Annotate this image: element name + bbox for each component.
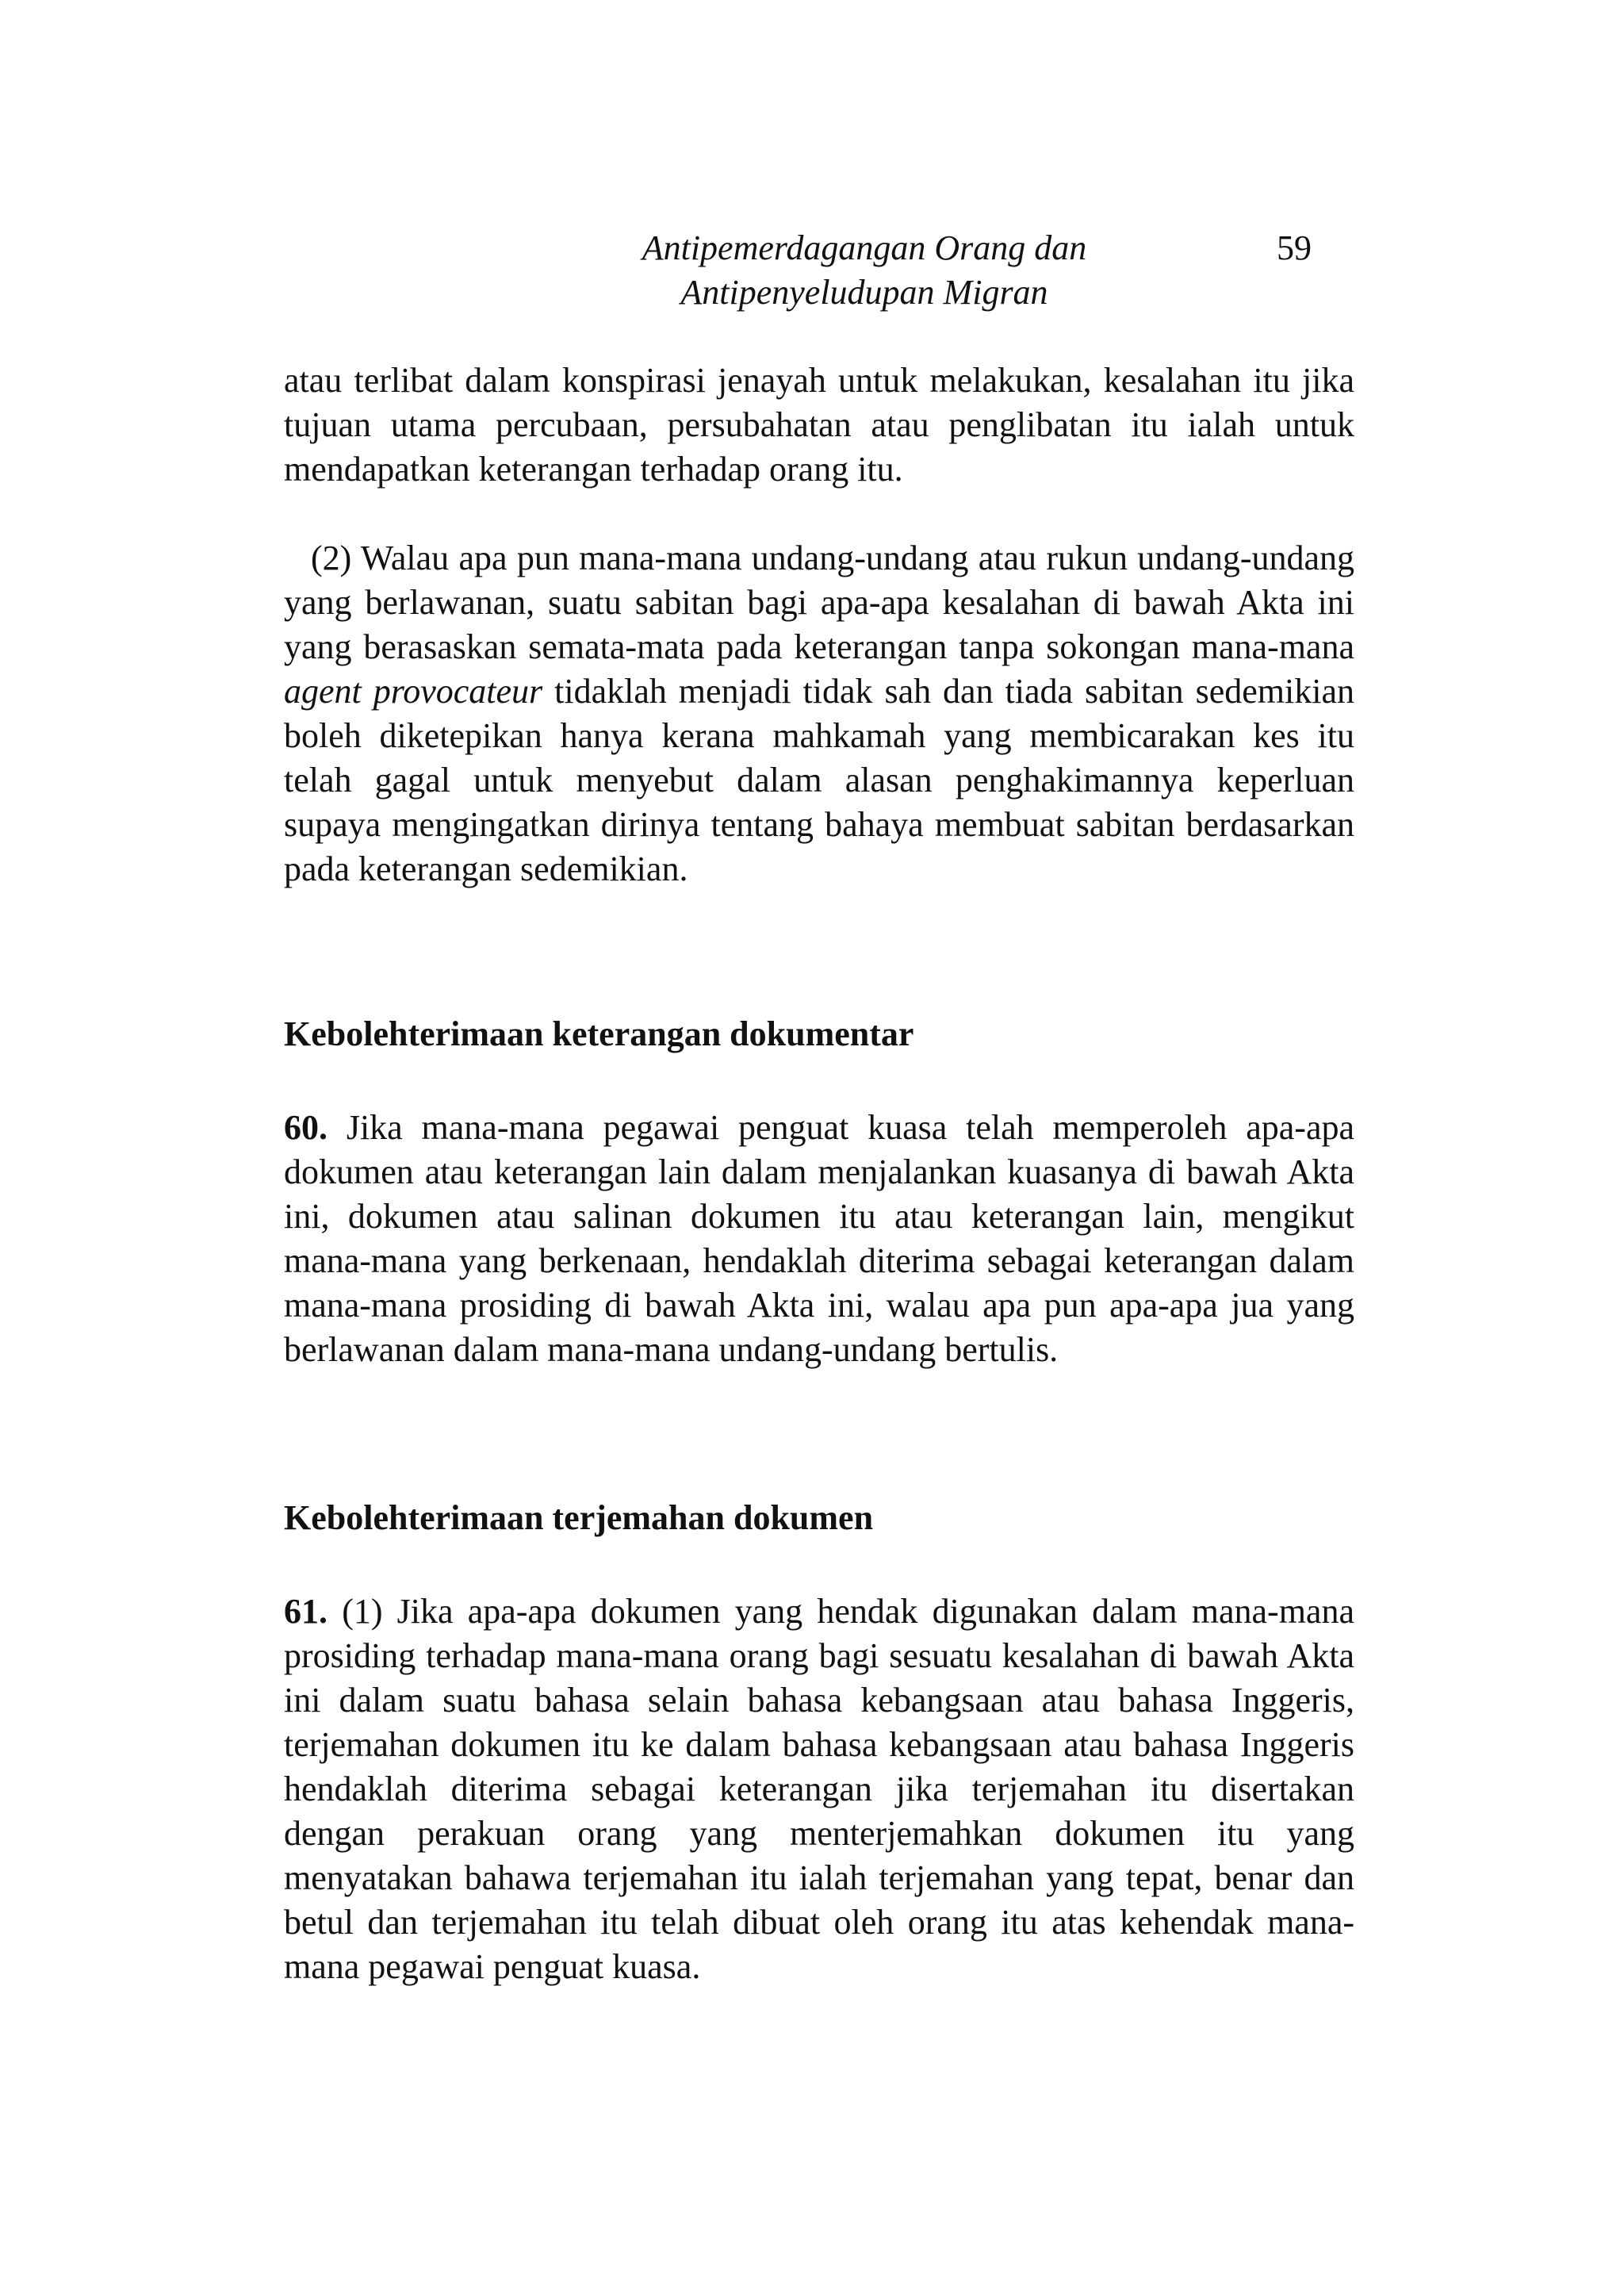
subsection-2-text-end: tidaklah menjadi tidak sah dan tiada sabitan sedemikian boleh diketepikan hanya kerana mahkamah yang membicarakan kes itu telah gagal untuk menyebut dalam alasan penghakimannya keperluan supaya mengingatkan dirinya tentang bahaya membuat sabitan berdasarkan pada keterangan sedemikian. <box>284 672 1354 888</box>
continuation-text: atau terlibat dalam konspirasi jenayah untuk melakukan, kesalahan itu jika tujuan utama percubaan, persubahatan atau penglibatan itu ialah untuk mendapatkan keterangan terhadap orang itu. <box>284 361 1354 489</box>
section-61-text <box>284 1589 1354 1989</box>
section-61-heading: Kebolehterimaan terjemahan dokumen <box>284 1498 874 1537</box>
subsection-2-paragraph <box>284 536 1354 892</box>
subsection-2-text <box>284 536 1354 892</box>
section-61-number: 61. <box>284 1592 327 1631</box>
section-61-paragraph <box>284 1589 1354 1989</box>
subsection-2-text-start: (2) Walau apa pun mana-mana undang-undang atau rukun undang-undang yang berlawanan, suatu sabitan bagi apa-apa kesalahan di bawah Akta ini yang berasaskan semata-mata pada keterangan tanpa sokongan mana-mana <box>284 539 1354 666</box>
section-60-number: 60. <box>284 1108 327 1147</box>
running-header <box>539 226 1189 315</box>
subsection-2-italic-term: agent provocateur <box>284 672 543 711</box>
section-60-text <box>284 1106 1354 1372</box>
continuation-paragraph <box>284 359 1354 492</box>
running-header-line-2: Antipenyeludupan Migran <box>680 273 1048 312</box>
section-60-paragraph <box>284 1106 1354 1372</box>
section-60-body: Jika mana-mana pegawai penguat kuasa telah memperoleh apa-apa dokumen atau keterangan lain dalam menjalankan kuasanya di bawah Akta ini, dokumen atau salinan dokumen itu atau keterangan lain, mengikut mana-mana yang berkenaan, hendaklah diterima sebagai keterangan dalam mana-mana prosiding di bawah Akta ini, walau apa pun apa-apa jua yang berlawanan dalam mana-mana undang-undang bertulis. <box>284 1108 1354 1369</box>
section-61-body: (1) Jika apa-apa dokumen yang hendak digunakan dalam mana-mana prosiding terhadap mana-mana orang bagi sesuatu kesalahan di bawah Akta ini dalam suatu bahasa selain bahasa kebangsaan atau bahasa Inggeris, terjemahan dokumen itu ke dalam bahasa kebangsaan atau bahasa Inggeris hendaklah diterima sebagai keterangan jika terjemahan itu disertakan dengan perakuan orang yang menterjemahkan dokumen itu yang menyatakan bahawa terjemahan itu ialah terjemahan yang tepat, benar dan betul dan terjemahan itu telah dibuat oleh orang itu atas kehendak mana-mana pegawai penguat kuasa. <box>284 1592 1354 1986</box>
page-number: 59 <box>1277 228 1312 267</box>
section-60-heading: Kebolehterimaan keterangan dokumentar <box>284 1014 914 1053</box>
running-header-line-1: Antipemerdagangan Orang dan <box>642 228 1087 267</box>
